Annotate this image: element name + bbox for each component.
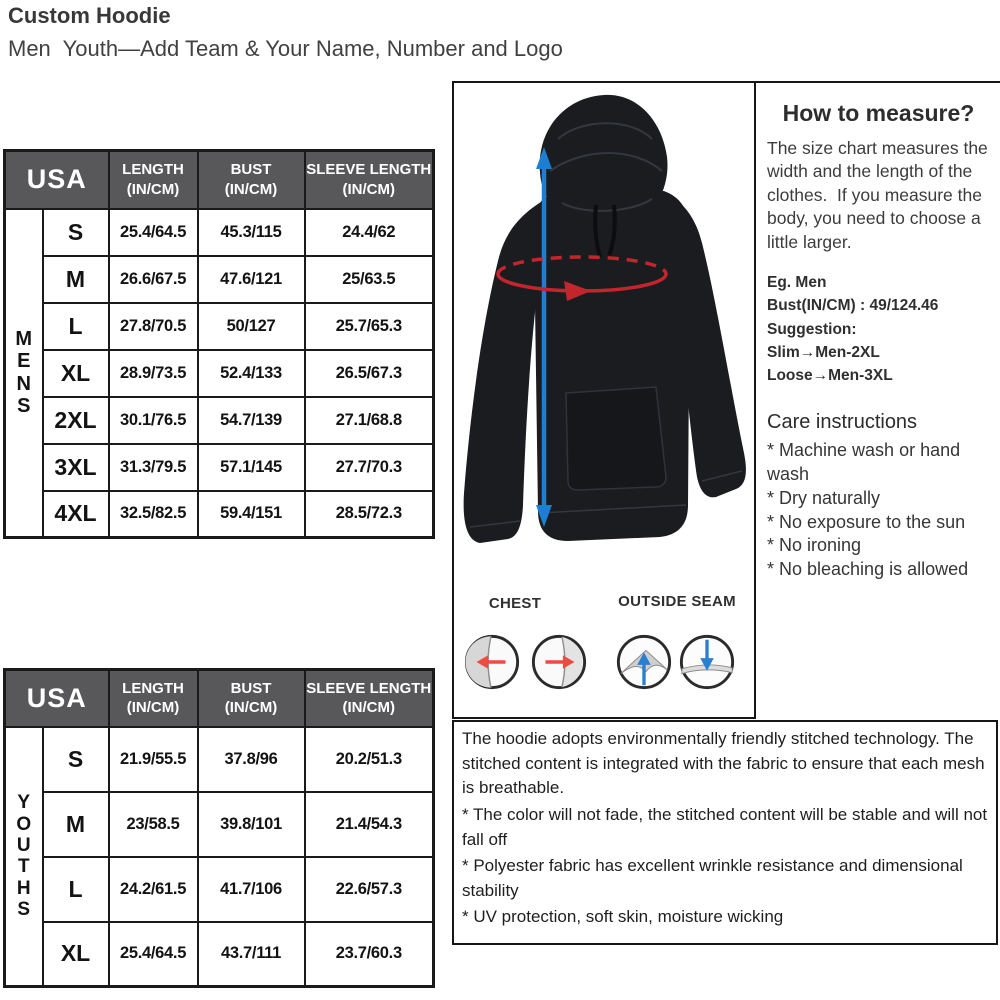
how-to-measure-panel — [757, 84, 1000, 716]
col-header-usa: USA — [5, 151, 109, 209]
blue-arrow-up-seam-icon — [615, 633, 673, 691]
sleeve-cell: 24.4/62 — [305, 209, 434, 256]
size-cell: XL — [43, 350, 109, 397]
sleeve-cell: 20.2/51.3 — [305, 727, 434, 792]
length-cell: 27.8/70.5 — [109, 303, 198, 350]
col-header-bust: BUST (IN/CM) — [198, 670, 305, 727]
sleeve-cell: 27.7/70.3 — [305, 444, 434, 491]
example-line: Suggestion: — [767, 320, 857, 338]
outside-seam-label: OUTSIDE SEAM — [618, 593, 736, 610]
red-arrow-right-fabric-icon — [530, 633, 588, 691]
fabric-description-panel — [452, 720, 998, 945]
description-line: * The color will not fade, the stitched content will be stable and will not fall off — [462, 804, 992, 849]
sleeve-cell: 25.7/65.3 — [305, 303, 434, 350]
group-label-mens: MENS — [5, 209, 43, 538]
blue-arrow-down-seam-icon — [678, 633, 736, 691]
example-line: Eg. Men — [767, 274, 827, 292]
table-row — [5, 444, 434, 491]
care-instructions-title: Care instructions — [767, 411, 918, 434]
sleeve-cell: 22.6/57.3 — [305, 857, 434, 922]
care-line: * No ironing — [767, 535, 862, 556]
col-header-bust: BUST (IN/CM) — [198, 151, 305, 209]
sleeve-cell: 21.4/54.3 — [305, 792, 434, 857]
chest-label: CHEST — [488, 595, 542, 612]
length-cell: 28.9/73.5 — [109, 350, 198, 397]
length-cell: 24.2/61.5 — [109, 857, 198, 922]
hoodie-pocket — [566, 387, 666, 490]
col-header-length: LENGTH (IN/CM) — [109, 151, 198, 209]
page-subtitle: Men Youth—Add Team & Your Name, Number and Logo — [8, 36, 563, 61]
bust-cell: 43.7/111 — [198, 922, 305, 987]
length-cell: 30.1/76.5 — [109, 397, 198, 444]
bust-cell: 54.7/139 — [198, 397, 305, 444]
length-cell: 25.4/64.5 — [109, 922, 198, 987]
length-cell: 31.3/79.5 — [109, 444, 198, 491]
col-header-length: LENGTH (IN/CM) — [109, 670, 198, 727]
how-to-measure-body: The size chart measures the width and the length of the clothes. If you measure the body, you need to choose a little larger. — [767, 138, 993, 252]
table-row — [5, 350, 434, 397]
sleeve-cell: 25/63.5 — [305, 256, 434, 303]
care-line: * Machine wash or hand wash — [767, 440, 961, 485]
care-line: * No exposure to the sun — [767, 511, 966, 532]
care-line: * Dry naturally — [767, 487, 881, 508]
bust-cell: 57.1/145 — [198, 444, 305, 491]
bust-cell: 47.6/121 — [198, 256, 305, 303]
size-table-youths — [3, 668, 435, 988]
length-cell: 32.5/82.5 — [109, 491, 198, 538]
size-cell: 3XL — [43, 444, 109, 491]
page-title: Custom Hoodie — [8, 3, 171, 28]
table-row — [5, 792, 434, 857]
care-instructions-list — [767, 439, 1000, 582]
red-arrow-left-fabric-icon — [463, 633, 521, 691]
table-row — [5, 256, 434, 303]
bust-cell: 39.8/101 — [198, 792, 305, 857]
size-cell: M — [43, 792, 109, 857]
length-cell: 23/58.5 — [109, 792, 198, 857]
example-line: Bust(IN/CM) : 49/124.46 — [767, 297, 939, 315]
hoodie-measure-panel — [452, 81, 756, 719]
size-cell: S — [43, 727, 109, 792]
bust-cell: 52.4/133 — [198, 350, 305, 397]
example-line: Loose→Men-3XL — [767, 367, 893, 385]
table-row — [5, 303, 434, 350]
length-cell: 21.9/55.5 — [109, 727, 198, 792]
hoodie-image — [454, 85, 754, 565]
table-row — [5, 857, 434, 922]
group-label-youths: YOUTHS — [5, 727, 43, 987]
length-cell: 26.6/67.5 — [109, 256, 198, 303]
bust-cell: 37.8/96 — [198, 727, 305, 792]
length-cell: 25.4/64.5 — [109, 209, 198, 256]
hoodie-hood — [540, 95, 668, 207]
size-cell: XL — [43, 922, 109, 987]
size-cell: M — [43, 256, 109, 303]
table-header-row — [5, 151, 434, 209]
how-to-measure-title: How to measure? — [782, 100, 975, 126]
bust-cell: 50/127 — [198, 303, 305, 350]
table-row — [5, 209, 434, 256]
table-row — [5, 491, 434, 538]
table-row — [5, 397, 434, 444]
table-row — [5, 922, 434, 987]
size-cell: L — [43, 303, 109, 350]
sleeve-cell: 27.1/68.8 — [305, 397, 434, 444]
sleeve-cell: 26.5/67.3 — [305, 350, 434, 397]
size-cell: 4XL — [43, 491, 109, 538]
description-line: * UV protection, soft skin, moisture wicking — [462, 907, 784, 927]
description-line: * Polyester fabric has excellent wrinkle resistance and dimensional stability — [462, 856, 968, 900]
table-row — [5, 727, 434, 792]
hoodie-left-sleeve — [464, 199, 546, 543]
col-header-sleeve: SLEEVE LENGTH (IN/CM) — [305, 670, 434, 727]
col-header-sleeve: SLEEVE LENGTH (IN/CM) — [305, 151, 434, 209]
size-cell: 2XL — [43, 397, 109, 444]
size-cell: S — [43, 209, 109, 256]
bust-cell: 59.4/151 — [198, 491, 305, 538]
example-line: Slim→Men-2XL — [767, 343, 880, 361]
bust-cell: 41.7/106 — [198, 857, 305, 922]
col-header-usa: USA — [5, 670, 109, 727]
table-header-row — [5, 670, 434, 727]
bust-cell: 45.3/115 — [198, 209, 305, 256]
size-table-mens — [3, 149, 435, 539]
sleeve-cell: 28.5/72.3 — [305, 491, 434, 538]
sizing-example — [767, 271, 998, 387]
size-cell: L — [43, 857, 109, 922]
description-line: The hoodie adopts environmentally friendly stitched technology. The stitched content is integrated with the fabric to ensure that each mesh is breathable. — [462, 729, 990, 798]
sleeve-cell: 23.7/60.3 — [305, 922, 434, 987]
panel-divider — [755, 81, 1000, 83]
care-line: * No bleaching is allowed — [767, 559, 969, 580]
